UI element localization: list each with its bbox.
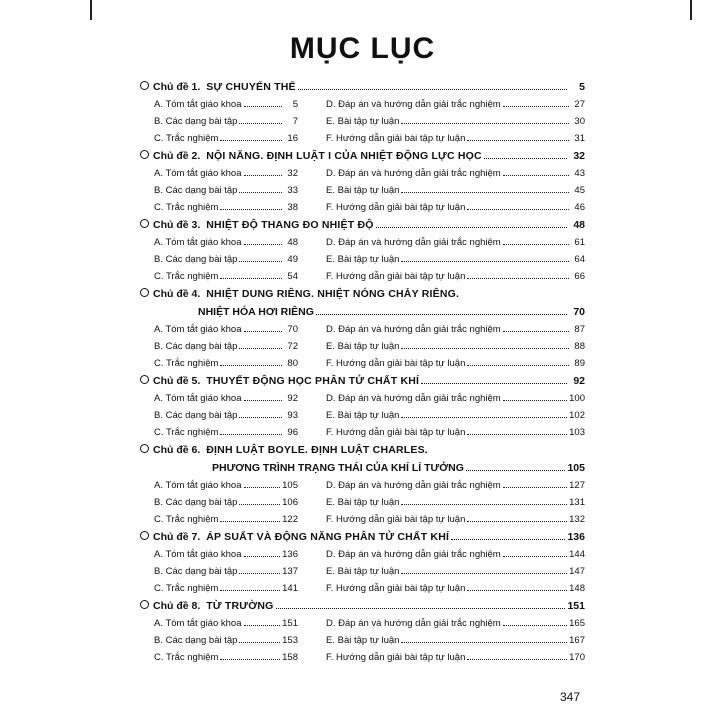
chapter-page: 70 xyxy=(573,306,585,318)
dot-leader xyxy=(220,356,282,366)
dot-leader xyxy=(239,183,282,193)
entry-page: 27 xyxy=(574,99,585,110)
dot-leader xyxy=(244,616,281,626)
toc-entry xyxy=(140,199,298,216)
entry-label: F. Hướng dẫn giải bài tập tự luận xyxy=(326,652,466,663)
toc-entry xyxy=(140,321,298,338)
dot-leader xyxy=(467,425,567,435)
dot-leader xyxy=(503,166,569,176)
entry-page: 148 xyxy=(569,583,585,594)
entry-label: B. Các dạng bài tập xyxy=(154,635,238,646)
entry-label: B. Các dạng bài tập xyxy=(154,566,238,577)
toc-row xyxy=(140,546,585,563)
entry-label: B. Các dạng bài tập xyxy=(154,185,238,196)
entry-page: 31 xyxy=(574,133,585,144)
toc-row xyxy=(140,632,585,649)
chapter-label: Chủ đề 6. xyxy=(153,444,201,456)
toc-chapter xyxy=(140,78,585,147)
entry-label: C. Trắc nghiệm xyxy=(154,514,219,525)
entry-page: 87 xyxy=(574,324,585,335)
chapter-heading xyxy=(140,216,585,234)
entry-page: 61 xyxy=(574,237,585,248)
entry-page: 132 xyxy=(569,514,585,525)
entry-page: 147 xyxy=(569,566,585,577)
dot-leader xyxy=(401,408,567,418)
entry-label: F. Hướng dẫn giải bài tập tự luận xyxy=(326,133,466,144)
dot-leader xyxy=(220,425,282,435)
chapter-title: THUYẾT ĐỘNG HỌC PHÂN TỬ CHẤT KHÍ xyxy=(206,375,420,387)
dot-leader xyxy=(467,650,567,660)
entry-label: F. Hướng dẫn giải bài tập tự luận xyxy=(326,514,466,525)
dot-leader xyxy=(316,304,567,315)
toc-entry xyxy=(298,234,585,251)
bullet-circle-icon xyxy=(140,81,149,90)
entry-page: 151 xyxy=(282,618,298,629)
entry-label: A. Tóm tắt giáo khoa xyxy=(154,549,242,560)
toc-entry xyxy=(298,355,585,372)
entry-label: A. Tóm tắt giáo khoa xyxy=(154,168,242,179)
entry-label: E. Bài tập tự luận xyxy=(326,497,400,508)
entry-label: A. Tóm tắt giáo khoa xyxy=(154,393,242,404)
entry-page: 66 xyxy=(574,271,585,282)
dot-leader xyxy=(239,114,282,124)
chapter-heading xyxy=(140,78,585,96)
chapter-title: ÁP SUẤT VÀ ĐỘNG NĂNG PHÂN TỬ CHẤT KHÍ xyxy=(206,531,450,543)
toc-chapter xyxy=(140,528,585,597)
toc-entry xyxy=(298,338,585,355)
dot-leader xyxy=(244,97,283,107)
chapter-title: ĐỊNH LUẬT BOYLE. ĐỊNH LUẬT CHARLES. xyxy=(206,444,428,456)
dot-leader xyxy=(401,339,569,349)
dot-leader xyxy=(239,252,282,262)
toc-entry xyxy=(140,649,298,666)
entry-label: E. Bài tập tự luận xyxy=(326,341,400,352)
dot-leader xyxy=(467,356,569,366)
dot-leader xyxy=(401,495,567,505)
chapter-heading-continued xyxy=(140,459,585,477)
entry-page: 72 xyxy=(287,341,298,352)
toc-row xyxy=(140,355,585,372)
entry-label: C. Trắc nghiệm xyxy=(154,427,219,438)
page-number: 347 xyxy=(560,690,581,704)
toc-entry xyxy=(298,563,585,580)
entry-label: F. Hướng dẫn giải bài tập tự luận xyxy=(326,427,466,438)
dot-leader xyxy=(220,650,280,660)
toc-row xyxy=(140,511,585,528)
dot-leader xyxy=(376,217,567,228)
entry-label: B. Các dạng bài tập xyxy=(154,254,238,265)
toc-entry xyxy=(298,615,585,632)
chapter-label: Chủ đề 1. xyxy=(153,81,201,93)
toc-row xyxy=(140,130,585,147)
bullet-circle-icon xyxy=(140,150,149,159)
dot-leader xyxy=(239,495,280,505)
toc-chapter xyxy=(140,597,585,666)
bullet-circle-icon xyxy=(140,600,149,609)
toc-entry xyxy=(140,113,298,130)
entry-label: C. Trắc nghiệm xyxy=(154,202,219,213)
entry-label: C. Trắc nghiệm xyxy=(154,652,219,663)
chapter-heading xyxy=(140,147,585,165)
toc-list xyxy=(140,78,585,666)
entry-page: 141 xyxy=(282,583,298,594)
entry-page: 32 xyxy=(287,168,298,179)
toc-row xyxy=(140,268,585,285)
entry-page: 122 xyxy=(282,514,298,525)
toc-row xyxy=(140,424,585,441)
chapter-page: 136 xyxy=(567,531,585,543)
dot-leader xyxy=(220,131,282,141)
toc-entry xyxy=(140,580,298,597)
toc-row xyxy=(140,338,585,355)
toc-entry xyxy=(298,268,585,285)
toc-entry xyxy=(298,130,585,147)
toc-chapter xyxy=(140,441,585,528)
dot-leader xyxy=(220,200,282,210)
entry-label: A. Tóm tắt giáo khoa xyxy=(154,324,242,335)
entry-label: F. Hướng dẫn giải bài tập tự luận xyxy=(326,202,466,213)
dot-leader xyxy=(467,200,569,210)
toc-entry xyxy=(140,251,298,268)
toc-row xyxy=(140,580,585,597)
entry-label: A. Tóm tắt giáo khoa xyxy=(154,237,242,248)
toc-entry xyxy=(140,182,298,199)
dot-leader xyxy=(220,512,280,522)
chapter-label: Chủ đề 8. xyxy=(153,600,201,612)
entry-label: D. Đáp án và hướng dẫn giải trắc nghiệm xyxy=(326,168,501,179)
dot-leader xyxy=(401,183,569,193)
dot-leader xyxy=(276,598,566,609)
entry-label: D. Đáp án và hướng dẫn giải trắc nghiệm xyxy=(326,480,501,491)
toc-entry xyxy=(140,165,298,182)
entry-page: 153 xyxy=(282,635,298,646)
entry-page: 136 xyxy=(282,549,298,560)
toc-entry xyxy=(298,251,585,268)
entry-label: E. Bài tập tự luận xyxy=(326,116,400,127)
entry-label: F. Hướng dẫn giải bài tập tự luận xyxy=(326,271,466,282)
dot-leader xyxy=(401,633,567,643)
chapter-heading-continued xyxy=(140,303,585,321)
toc-entry xyxy=(298,182,585,199)
entry-page: 106 xyxy=(282,497,298,508)
entry-page: 158 xyxy=(282,652,298,663)
dot-leader xyxy=(244,391,283,401)
chapter-label: Chủ đề 4. xyxy=(153,288,201,300)
entry-label: D. Đáp án và hướng dẫn giải trắc nghiệm xyxy=(326,99,501,110)
bullet-circle-icon xyxy=(140,288,149,297)
entry-label: D. Đáp án và hướng dẫn giải trắc nghiệm xyxy=(326,618,501,629)
toc-row xyxy=(140,96,585,113)
toc-entry xyxy=(298,424,585,441)
dot-leader xyxy=(401,564,567,574)
entry-label: C. Trắc nghiệm xyxy=(154,583,219,594)
entry-page: 43 xyxy=(574,168,585,179)
chapter-title: SỰ CHUYỂN THỂ xyxy=(206,81,296,93)
dot-leader xyxy=(244,235,283,245)
dot-leader xyxy=(467,581,567,591)
entry-page: 96 xyxy=(287,427,298,438)
entry-page: 144 xyxy=(569,549,585,560)
dot-leader xyxy=(503,391,567,401)
entry-page: 45 xyxy=(574,185,585,196)
entry-page: 7 xyxy=(292,116,298,127)
chapter-title-line2: PHƯƠNG TRÌNH TRẠNG THÁI CỦA KHÍ LÍ TƯỞNG xyxy=(212,462,464,474)
toc-chapter xyxy=(140,216,585,285)
toc-row xyxy=(140,182,585,199)
chapter-heading xyxy=(140,441,585,459)
toc-entry xyxy=(140,96,298,113)
dot-leader xyxy=(220,581,280,591)
toc-row xyxy=(140,563,585,580)
toc-entry xyxy=(298,199,585,216)
chapter-page: 32 xyxy=(573,150,585,162)
dot-leader xyxy=(503,235,569,245)
dot-leader xyxy=(401,252,569,262)
bullet-circle-icon xyxy=(140,375,149,384)
chapter-label: Chủ đề 7. xyxy=(153,531,201,543)
entry-page: 54 xyxy=(287,271,298,282)
toc-entry xyxy=(140,355,298,372)
entry-page: 165 xyxy=(569,618,585,629)
chapter-page: 48 xyxy=(573,219,585,231)
dot-leader xyxy=(466,460,566,471)
entry-page: 105 xyxy=(282,480,298,491)
dot-leader xyxy=(244,478,281,488)
toc-entry xyxy=(140,477,298,494)
toc-entry xyxy=(140,268,298,285)
entry-page: 70 xyxy=(287,324,298,335)
dot-leader xyxy=(503,547,567,557)
toc-row xyxy=(140,165,585,182)
entry-page: 5 xyxy=(292,99,298,110)
toc-entry xyxy=(298,632,585,649)
entry-page: 48 xyxy=(287,237,298,248)
dot-leader xyxy=(298,79,567,90)
chapter-label: Chủ đề 5. xyxy=(153,375,201,387)
toc-chapter xyxy=(140,285,585,372)
entry-page: 88 xyxy=(574,341,585,352)
entry-page: 127 xyxy=(569,480,585,491)
entry-page: 16 xyxy=(287,133,298,144)
chapter-heading xyxy=(140,285,585,303)
page-title: MỤC LỤC xyxy=(289,32,436,65)
entry-label: E. Bài tập tự luận xyxy=(326,566,400,577)
toc-entry xyxy=(140,563,298,580)
entry-page: 103 xyxy=(569,427,585,438)
toc-row xyxy=(140,234,585,251)
chapter-page: 151 xyxy=(567,600,585,612)
dot-leader xyxy=(401,114,569,124)
toc-entry xyxy=(298,580,585,597)
entry-page: 93 xyxy=(287,410,298,421)
dot-leader xyxy=(239,408,282,418)
entry-label: A. Tóm tắt giáo khoa xyxy=(154,480,242,491)
toc-entry xyxy=(140,234,298,251)
entry-label: D. Đáp án và hướng dẫn giải trắc nghiệm xyxy=(326,549,501,560)
toc-row xyxy=(140,477,585,494)
chapter-page: 92 xyxy=(573,375,585,387)
entry-label: D. Đáp án và hướng dẫn giải trắc nghiệm xyxy=(326,393,501,404)
toc-row xyxy=(140,199,585,216)
entry-label: C. Trắc nghiệm xyxy=(154,358,219,369)
toc-entry xyxy=(298,546,585,563)
entry-page: 33 xyxy=(287,185,298,196)
entry-page: 30 xyxy=(574,116,585,127)
chapter-title: NHIỆT ĐỘ THANG ĐO NHIỆT ĐỘ xyxy=(206,219,374,231)
toc-entry xyxy=(140,615,298,632)
chapter-page: 5 xyxy=(579,81,585,93)
chapter-heading xyxy=(140,528,585,546)
entry-page: 89 xyxy=(574,358,585,369)
entry-label: B. Các dạng bài tập xyxy=(154,116,238,127)
toc-entry xyxy=(298,407,585,424)
dot-leader xyxy=(467,269,569,279)
dot-leader xyxy=(503,478,567,488)
chapter-title: NỘI NĂNG. ĐỊNH LUẬT I CỦA NHIỆT ĐỘNG LỰC HỌC xyxy=(206,150,482,162)
entry-page: 102 xyxy=(569,410,585,421)
entry-label: C. Trắc nghiệm xyxy=(154,133,219,144)
toc-row xyxy=(140,113,585,130)
entry-label: A. Tóm tắt giáo khoa xyxy=(154,618,242,629)
toc-entry xyxy=(140,130,298,147)
entry-page: 46 xyxy=(574,202,585,213)
toc-row xyxy=(140,615,585,632)
chapter-heading xyxy=(140,597,585,615)
chapter-label: Chủ đề 2. xyxy=(153,150,201,162)
entry-label: E. Bài tập tự luận xyxy=(326,410,400,421)
toc-entry xyxy=(140,511,298,528)
chapter-page: 105 xyxy=(567,462,585,474)
dot-leader xyxy=(239,339,282,349)
toc-entry xyxy=(298,321,585,338)
chapter-heading xyxy=(140,372,585,390)
toc-entry xyxy=(140,390,298,407)
entry-label: F. Hướng dẫn giải bài tập tự luận xyxy=(326,358,466,369)
toc-entry xyxy=(140,424,298,441)
chapter-title-line2: NHIỆT HÓA HƠI RIÊNG xyxy=(198,306,314,318)
toc-entry xyxy=(140,546,298,563)
entry-page: 49 xyxy=(287,254,298,265)
entry-page: 100 xyxy=(569,393,585,404)
chapter-title: TỪ TRƯỜNG xyxy=(206,600,274,612)
toc-row xyxy=(140,251,585,268)
bullet-circle-icon xyxy=(140,444,149,453)
entry-page: 38 xyxy=(287,202,298,213)
toc-row xyxy=(140,494,585,511)
toc-entry xyxy=(298,96,585,113)
toc-entry xyxy=(140,407,298,424)
dot-leader xyxy=(503,322,569,332)
toc-entry xyxy=(298,477,585,494)
bullet-circle-icon xyxy=(140,219,149,228)
chapter-title: NHIỆT DUNG RIÊNG. NHIỆT NÓNG CHẢY RIÊNG. xyxy=(206,288,460,300)
entry-label: E. Bài tập tự luận xyxy=(326,635,400,646)
toc-entry xyxy=(298,390,585,407)
toc-row xyxy=(140,321,585,338)
toc-entry xyxy=(298,649,585,666)
toc-entry xyxy=(298,113,585,130)
dot-leader xyxy=(244,547,281,557)
entry-label: A. Tóm tắt giáo khoa xyxy=(154,99,242,110)
toc-entry xyxy=(140,338,298,355)
entry-page: 92 xyxy=(287,393,298,404)
toc-entry xyxy=(298,165,585,182)
dot-leader xyxy=(220,269,282,279)
entry-page: 131 xyxy=(569,497,585,508)
dot-leader xyxy=(244,166,283,176)
toc-chapter xyxy=(140,372,585,441)
toc-entry xyxy=(298,511,585,528)
entry-page: 170 xyxy=(569,652,585,663)
entry-page: 80 xyxy=(287,358,298,369)
dot-leader xyxy=(244,322,283,332)
entry-page: 64 xyxy=(574,254,585,265)
dot-leader xyxy=(503,97,569,107)
entry-label: F. Hướng dẫn giải bài tập tự luận xyxy=(326,583,466,594)
dot-leader xyxy=(484,148,567,159)
entry-label: C. Trắc nghiệm xyxy=(154,271,219,282)
bullet-circle-icon xyxy=(140,531,149,540)
entry-label: E. Bài tập tự luận xyxy=(326,185,400,196)
entry-page: 137 xyxy=(282,566,298,577)
toc-chapter xyxy=(140,147,585,216)
toc-entry xyxy=(140,494,298,511)
chapter-label: Chủ đề 3. xyxy=(153,219,201,231)
toc-entry xyxy=(140,632,298,649)
toc-page xyxy=(140,30,585,666)
dot-leader xyxy=(467,512,567,522)
entry-label: E. Bài tập tự luận xyxy=(326,254,400,265)
dot-leader xyxy=(239,564,280,574)
entry-label: D. Đáp án và hướng dẫn giải trắc nghiệm xyxy=(326,237,501,248)
entry-label: B. Các dạng bài tập xyxy=(154,497,238,508)
toc-row xyxy=(140,390,585,407)
page-frame-edge xyxy=(90,0,692,20)
entry-page: 167 xyxy=(569,635,585,646)
entry-label: D. Đáp án và hướng dẫn giải trắc nghiệm xyxy=(326,324,501,335)
entry-label: B. Các dạng bài tập xyxy=(154,341,238,352)
toc-entry xyxy=(298,494,585,511)
dot-leader xyxy=(421,373,567,384)
dot-leader xyxy=(503,616,567,626)
entry-label: B. Các dạng bài tập xyxy=(154,410,238,421)
toc-row xyxy=(140,407,585,424)
dot-leader xyxy=(239,633,280,643)
toc-row xyxy=(140,649,585,666)
dot-leader xyxy=(467,131,569,141)
dot-leader xyxy=(451,529,565,540)
